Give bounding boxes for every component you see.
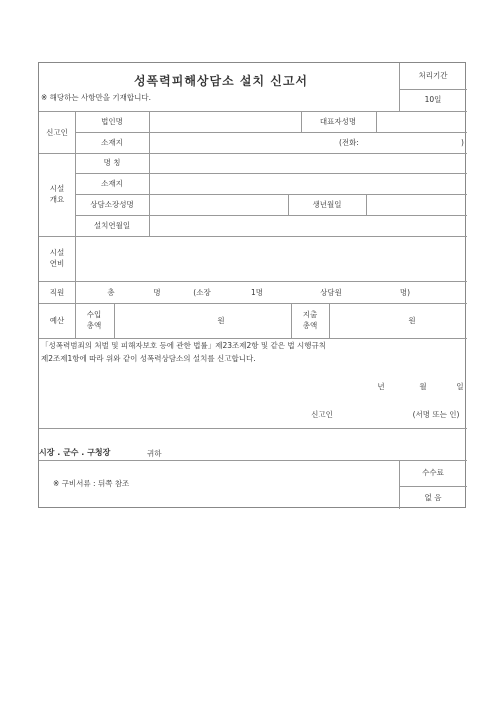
birth-date-label: 생년월일: [312, 200, 342, 209]
staff-total-unit: 명: [153, 288, 161, 297]
income-label: [87, 309, 102, 331]
statement-line1: 「성폭력범죄의 처벌 및 피해자보호 등에 관한 법률」제23조제2항 및 같은 법 시행규칙: [41, 341, 326, 350]
staff-counselor-unit: 명): [399, 288, 411, 297]
divider: [291, 303, 292, 338]
corp-name-label: 법인명: [101, 117, 123, 126]
director-name-label: 상담소장성명: [90, 200, 134, 209]
staff-label: 직원: [49, 288, 65, 297]
divider: [75, 111, 76, 338]
director-name-field[interactable]: [150, 195, 287, 215]
income-unit: 원: [217, 316, 225, 325]
divider: [399, 460, 400, 509]
facility-name-label: 명 칭: [103, 158, 121, 167]
budget-label: 예산: [49, 316, 65, 325]
reporter-address-label: 소재지: [101, 138, 123, 147]
rep-name-field[interactable]: [377, 112, 466, 132]
reporter-section-label: 신고인: [46, 128, 68, 137]
date-day-label: 일: [456, 382, 464, 391]
facility-section-label: [50, 183, 65, 205]
history-field[interactable]: [76, 237, 466, 281]
income-label-line1: 수입: [86, 310, 102, 319]
history-label-line2: 연비: [49, 259, 65, 268]
phone-label: (전화:: [339, 138, 359, 147]
facility-name-field[interactable]: [150, 154, 466, 173]
expense-label-line2: 총액: [302, 321, 318, 330]
processing-period-value: 10일: [424, 95, 442, 104]
attachments-note: ※ 구비서류 : 뒤쪽 참조: [53, 479, 130, 488]
divider: [399, 89, 467, 90]
phone-close: ): [461, 138, 464, 147]
report-form: [38, 62, 466, 508]
divider: [39, 338, 467, 339]
facility-label-line2: 개요: [49, 195, 65, 204]
form-note: ※ 해당하는 사항만을 기재합니다.: [41, 93, 152, 102]
addressee-suffix: 귀하: [147, 449, 162, 458]
expense-label-line1: 지출: [302, 310, 318, 319]
history-label-line1: 시설: [49, 248, 65, 257]
reporter-address-field[interactable]: [150, 133, 466, 153]
divider: [301, 111, 302, 132]
staff-head-label: (소장: [193, 288, 211, 297]
expense-unit: 원: [408, 316, 416, 325]
fee-value: 없 음: [424, 493, 442, 502]
facility-label-line1: 시설: [49, 184, 65, 193]
addressee-name: 시장 . 군수 . 구청장: [39, 448, 111, 457]
divider: [288, 194, 289, 215]
divider: [39, 281, 467, 282]
page-title: 성폭력피해상담소 설치 신고서: [133, 74, 309, 88]
signer-label: 신고인: [311, 410, 333, 419]
date-month-label: 월: [419, 382, 427, 391]
install-date-field[interactable]: [150, 216, 466, 236]
staff-counselor-label: 상담원: [320, 288, 342, 297]
fee-label: 수수료: [422, 468, 444, 477]
divider: [399, 486, 467, 487]
staff-head-count: 1명: [250, 288, 264, 297]
signature-field[interactable]: [339, 405, 399, 423]
history-label: [50, 247, 65, 269]
expense-field[interactable]: [330, 304, 466, 338]
facility-address-label: 소재지: [101, 179, 123, 188]
income-label-line2: 총액: [86, 321, 102, 330]
divider: [39, 428, 467, 429]
divider: [39, 460, 467, 461]
processing-period-label: 처리기간: [418, 71, 448, 80]
corp-name-field[interactable]: [150, 112, 300, 132]
rep-name-label: 대표자성명: [319, 117, 357, 126]
income-field[interactable]: [115, 304, 290, 338]
divider: [399, 63, 400, 111]
facility-address-field[interactable]: [150, 174, 466, 194]
signature-note: (서명 또는 인): [412, 410, 460, 419]
birth-date-field[interactable]: [367, 195, 466, 215]
statement-line2: 제2조제1항에 따라 위와 같이 성폭력상담소의 설치를 신고합니다.: [41, 354, 256, 363]
staff-total-label: 총: [107, 288, 115, 297]
date-year-label: 년: [377, 382, 385, 391]
expense-label: [303, 309, 318, 331]
install-date-label: 설치연월일: [93, 221, 131, 230]
